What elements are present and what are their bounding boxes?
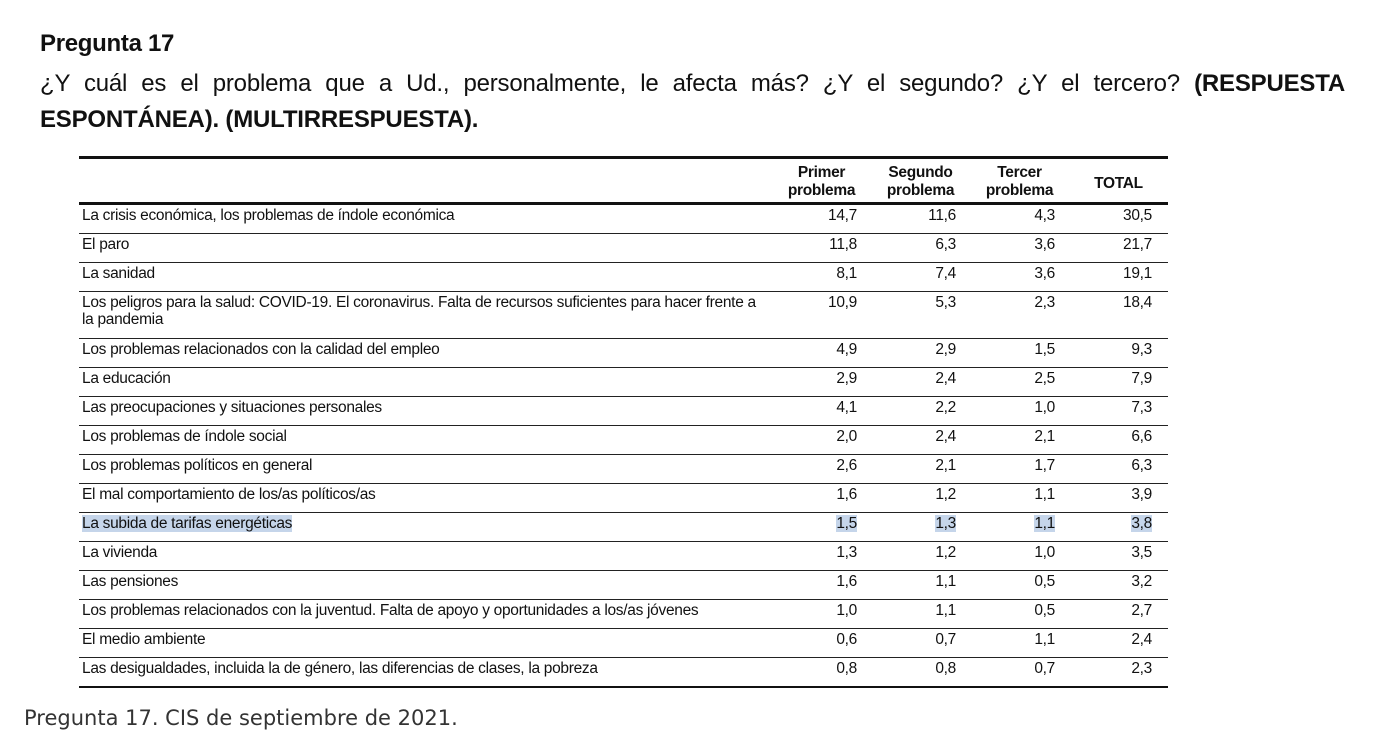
cell-segundo <box>871 234 970 263</box>
cell-tercer <box>970 658 1069 688</box>
cell-primer <box>772 204 871 234</box>
row-label <box>79 234 772 263</box>
table-row <box>79 658 1168 688</box>
cell-value: 1,0 <box>1034 399 1055 416</box>
table-body <box>79 204 1168 688</box>
cell-primer <box>772 263 871 292</box>
cell-value: 4,3 <box>1034 207 1055 224</box>
image-caption: Pregunta 17. CIS de septiembre de 2021. <box>24 706 458 730</box>
cell-value: 1,7 <box>1034 457 1055 474</box>
cell-primer <box>772 600 871 629</box>
cell-value: 2,4 <box>935 370 956 387</box>
row-label <box>79 629 772 658</box>
cell-total <box>1069 426 1168 455</box>
table-row <box>79 204 1168 234</box>
cell-value: 1,5 <box>836 515 857 532</box>
cell-value: 1,0 <box>836 602 857 619</box>
row-label-text: Las pensiones <box>82 573 179 590</box>
cell-total <box>1069 234 1168 263</box>
row-label-text: La sanidad <box>82 265 155 282</box>
cell-total <box>1069 571 1168 600</box>
cell-primer <box>772 368 871 397</box>
cell-value: 2,3 <box>1034 294 1055 311</box>
cell-primer <box>772 455 871 484</box>
cell-segundo <box>871 629 970 658</box>
cell-value: 9,3 <box>1131 341 1152 358</box>
cell-segundo <box>871 204 970 234</box>
table-row <box>79 455 1168 484</box>
cell-total <box>1069 600 1168 629</box>
cell-tercer <box>970 484 1069 513</box>
cell-value: 2,1 <box>935 457 956 474</box>
cell-primer <box>772 339 871 368</box>
cell-primer <box>772 542 871 571</box>
cell-value: 0,8 <box>935 660 956 677</box>
cell-tercer <box>970 513 1069 542</box>
row-label-text: Los problemas relacionados con la juventud. Falta de apoyo y oportunidades a los/as jóvenes <box>82 602 699 619</box>
cell-tercer <box>970 629 1069 658</box>
cell-value: 0,8 <box>836 660 857 677</box>
cell-value: 3,6 <box>1034 265 1055 282</box>
cell-total <box>1069 629 1168 658</box>
table-row <box>79 368 1168 397</box>
cell-tercer <box>970 292 1069 339</box>
table-row <box>79 339 1168 368</box>
cell-value: 3,6 <box>1034 236 1055 253</box>
row-label <box>79 542 772 571</box>
row-label <box>79 292 772 339</box>
cell-value: 30,5 <box>1123 207 1152 224</box>
cell-tercer <box>970 571 1069 600</box>
cell-tercer <box>970 204 1069 234</box>
table-row <box>79 397 1168 426</box>
cell-value: 1,3 <box>836 544 857 561</box>
cell-value: 2,6 <box>836 457 857 474</box>
cell-segundo <box>871 513 970 542</box>
cell-tercer <box>970 263 1069 292</box>
row-label <box>79 204 772 234</box>
cell-segundo <box>871 426 970 455</box>
cell-value: 3,9 <box>1131 486 1152 503</box>
cell-total <box>1069 204 1168 234</box>
question-title: Pregunta 17 <box>40 30 175 57</box>
cell-primer <box>772 397 871 426</box>
header-primer-problema: Primer problema <box>772 158 871 204</box>
row-label-text: El mal comportamiento de los/as políticos/as <box>82 486 376 503</box>
cell-total <box>1069 542 1168 571</box>
cell-value: 7,3 <box>1131 399 1152 416</box>
table-row <box>79 234 1168 263</box>
cell-value: 6,3 <box>935 236 956 253</box>
cell-value: 11,8 <box>829 236 857 253</box>
cell-value: 1,1 <box>935 573 956 590</box>
row-label <box>79 455 772 484</box>
cell-tercer <box>970 397 1069 426</box>
row-label-text: El paro <box>82 236 130 253</box>
cell-value: 1,3 <box>935 515 956 532</box>
cell-segundo <box>871 484 970 513</box>
cell-total <box>1069 263 1168 292</box>
cell-value: 0,7 <box>935 631 956 648</box>
results-table <box>79 156 1168 688</box>
cell-primer <box>772 234 871 263</box>
question-text <box>40 66 1345 138</box>
table-row <box>79 629 1168 658</box>
cell-value: 21,7 <box>1123 236 1152 253</box>
row-label-text: Los problemas políticos en general <box>82 457 313 474</box>
table-row <box>79 484 1168 513</box>
row-label-text: Los problemas de índole social <box>82 428 287 445</box>
cell-primer <box>772 292 871 339</box>
cell-value: 0,5 <box>1034 573 1055 590</box>
cell-segundo <box>871 658 970 688</box>
row-label-text: Las preocupaciones y situaciones personales <box>82 399 382 416</box>
cell-total <box>1069 513 1168 542</box>
cell-value: 18,4 <box>1123 294 1152 311</box>
cell-segundo <box>871 292 970 339</box>
cell-value: 0,5 <box>1034 602 1055 619</box>
cell-segundo <box>871 542 970 571</box>
cell-tercer <box>970 600 1069 629</box>
cell-value: 8,1 <box>836 265 857 282</box>
table-row <box>79 571 1168 600</box>
row-label <box>79 571 772 600</box>
cell-segundo <box>871 397 970 426</box>
cell-segundo <box>871 368 970 397</box>
table-row <box>79 292 1168 339</box>
cell-value: 1,1 <box>1034 486 1055 503</box>
cell-value: 1,1 <box>1034 631 1055 648</box>
cell-tercer <box>970 339 1069 368</box>
cell-value: 2,3 <box>1131 660 1152 677</box>
cell-value: 7,9 <box>1131 370 1152 387</box>
cell-value: 6,6 <box>1131 428 1152 445</box>
cell-value: 2,4 <box>935 428 956 445</box>
cell-value: 4,1 <box>836 399 857 416</box>
cell-value: 0,6 <box>836 631 857 648</box>
cell-value: 3,8 <box>1131 515 1152 532</box>
row-label <box>79 484 772 513</box>
table-row <box>79 263 1168 292</box>
table-header-row <box>79 158 1168 204</box>
row-label <box>79 339 772 368</box>
cell-value: 7,4 <box>935 265 956 282</box>
cell-value: 1,1 <box>935 602 956 619</box>
header-total: TOTAL <box>1069 158 1168 204</box>
table-row <box>79 600 1168 629</box>
cell-value: 2,1 <box>1034 428 1055 445</box>
cell-value: 2,9 <box>935 341 956 358</box>
cell-primer <box>772 513 871 542</box>
cell-value: 19,1 <box>1123 265 1152 282</box>
question-note-multiresponse: (MULTIRRESPUESTA). <box>225 106 479 133</box>
row-label-text: La vivienda <box>82 544 158 561</box>
cell-value: 2,4 <box>1131 631 1152 648</box>
cell-tercer <box>970 542 1069 571</box>
cell-tercer <box>970 426 1069 455</box>
cell-value: 2,0 <box>836 428 857 445</box>
cell-tercer <box>970 368 1069 397</box>
header-tercer-problema: Tercer problema <box>970 158 1069 204</box>
cell-value: 2,9 <box>836 370 857 387</box>
cell-value: 4,9 <box>836 341 857 358</box>
cell-value: 10,9 <box>828 294 857 311</box>
header-segundo-problema: Segundo problema <box>871 158 970 204</box>
row-label-text: La crisis económica, los problemas de índole económica <box>82 207 455 224</box>
cell-value: 11,6 <box>928 207 956 224</box>
cell-value: 0,7 <box>1034 660 1055 677</box>
cell-total <box>1069 658 1168 688</box>
cell-value: 3,2 <box>1131 573 1152 590</box>
cell-segundo <box>871 339 970 368</box>
cell-primer <box>772 629 871 658</box>
header-blank <box>79 158 772 204</box>
row-label-text: El medio ambiente <box>82 631 206 648</box>
row-label-text: Los problemas relacionados con la calidad del empleo <box>82 341 440 358</box>
row-label <box>79 368 772 397</box>
row-label <box>79 397 772 426</box>
cell-value: 2,5 <box>1034 370 1055 387</box>
table-row <box>79 426 1168 455</box>
row-label-text: La subida de tarifas energéticas <box>82 515 293 532</box>
cell-primer <box>772 658 871 688</box>
cell-total <box>1069 292 1168 339</box>
question-body: ¿Y cuál es el problema que a Ud., personalmente, le afecta más? ¿Y el segundo? ¿Y el tercero? <box>40 70 1180 97</box>
cell-value: 2,2 <box>935 399 956 416</box>
cell-total <box>1069 397 1168 426</box>
cell-value: 3,5 <box>1131 544 1152 561</box>
cell-value: 1,0 <box>1034 544 1055 561</box>
row-label <box>79 426 772 455</box>
row-label <box>79 263 772 292</box>
cell-tercer <box>970 455 1069 484</box>
cell-value: 14,7 <box>828 207 857 224</box>
cell-value: 1,2 <box>935 486 956 503</box>
cell-value: 5,3 <box>935 294 956 311</box>
cell-value: 1,6 <box>836 573 857 590</box>
cell-value: 2,7 <box>1131 602 1152 619</box>
cell-segundo <box>871 571 970 600</box>
cell-segundo <box>871 455 970 484</box>
table-row <box>79 542 1168 571</box>
cell-total <box>1069 455 1168 484</box>
row-label-text: La educación <box>82 370 171 387</box>
row-label-text: Los peligros para la salud: COVID-19. El coronavirus. Falta de recursos suficientes para hacer frente a la pandemia <box>82 294 756 328</box>
cell-segundo <box>871 600 970 629</box>
cell-total <box>1069 368 1168 397</box>
cell-primer <box>772 571 871 600</box>
cell-primer <box>772 484 871 513</box>
cell-tercer <box>970 234 1069 263</box>
cell-segundo <box>871 263 970 292</box>
row-label <box>79 600 772 629</box>
cell-total <box>1069 484 1168 513</box>
cell-primer <box>772 426 871 455</box>
row-label-text: Las desigualdades, incluida la de género, las diferencias de clases, la pobreza <box>82 660 598 677</box>
cell-total <box>1069 339 1168 368</box>
cell-value: 1,2 <box>935 544 956 561</box>
cell-value: 1,1 <box>1034 515 1055 532</box>
question-note-spontaneous: (RESPUESTA ESPONTÁNEA). <box>40 70 1346 133</box>
cell-value: 1,6 <box>836 486 857 503</box>
cell-value: 6,3 <box>1131 457 1152 474</box>
row-label <box>79 513 772 542</box>
table-row <box>79 513 1168 542</box>
cell-value: 1,5 <box>1034 341 1055 358</box>
row-label <box>79 658 772 688</box>
